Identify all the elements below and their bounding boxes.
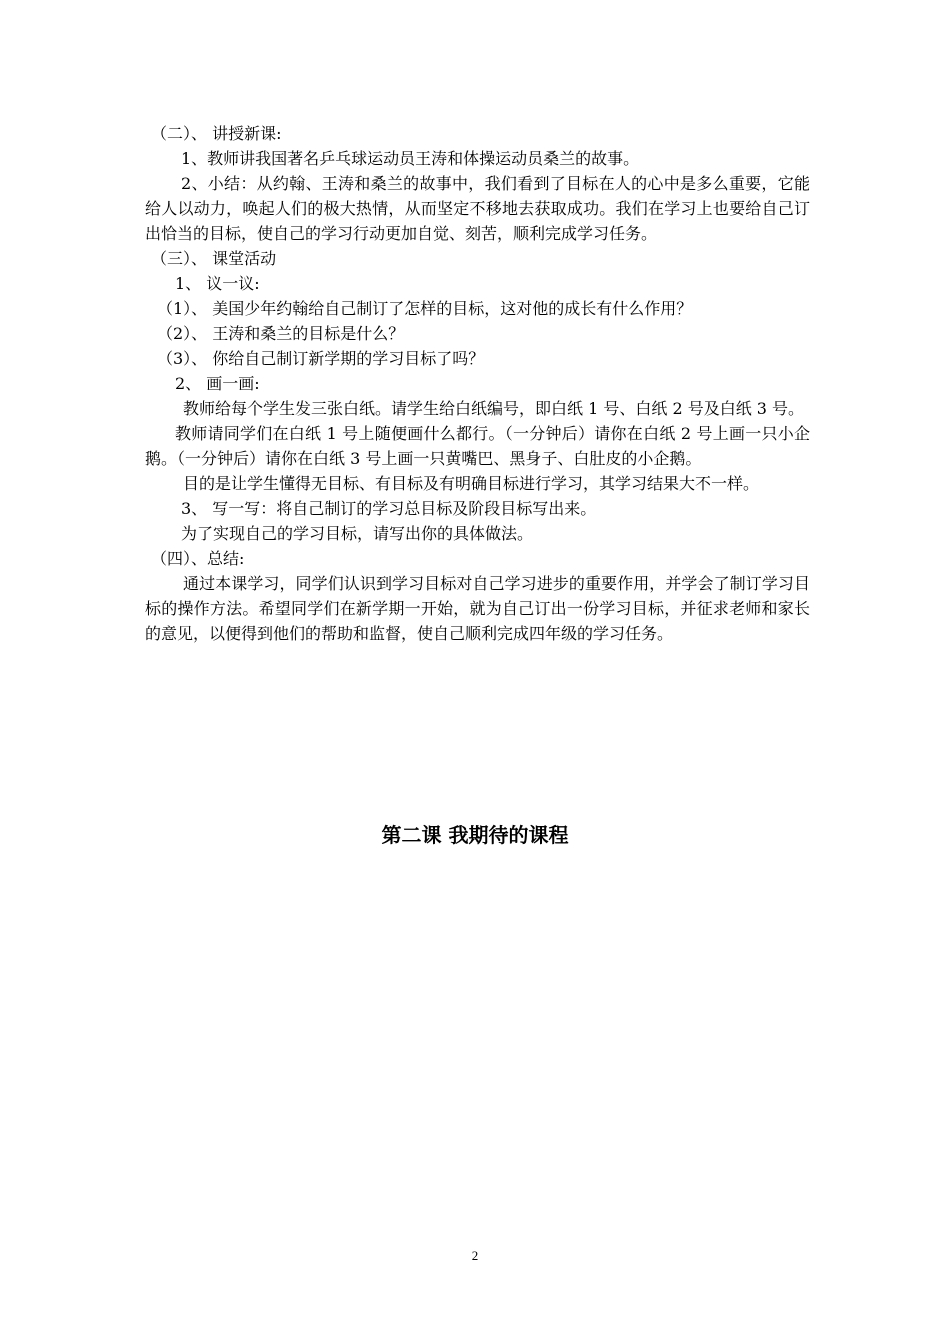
discuss-question-2: （2）、 王涛和桑兰的目标是什么？ [157, 324, 405, 343]
section-heading-teach-new-lesson: （二）、 讲授新课: [151, 124, 282, 143]
draw-paragraph-2: 教师请同学们在白纸 1 号上随便画什么都行。（一分钟后）请你在白纸 2 号上画一只小企鹅。（一分钟后）请你在白纸 3 号上画一只黄嘴巴、黑身子、白肚皮的小企鹅。 [145, 424, 810, 468]
document-body [145, 121, 810, 646]
activity-discuss-heading: 1、 议一议: [175, 274, 260, 293]
summary-paragraph: 通过本课学习，同学们认识到学习目标对自己学习进步的重要作用，并学会了制订学习目标的操作方法。希望同学们在新学期一开始，就为自己订出一份学习目标，并征求老师和家长的意见，以便得到他们的帮助和监督，使自己顺利完成四年级的学习任务。 [145, 574, 810, 643]
draw-paragraph-1: 教师给每个学生发三张白纸。请学生给白纸编号，即白纸 1 号、白纸 2 号及白纸 3 号。 [183, 399, 805, 418]
activity-write-heading: 3、 写一写：将自己制订的学习总目标及阶段目标写出来。 [181, 499, 597, 518]
page-number: 2 [471, 1248, 479, 1263]
activity-draw-heading: 2、 画一画: [175, 374, 260, 393]
discuss-question-1: （1）、 美国少年约翰给自己制订了怎样的目标，这对他的成长有什么作用？ [157, 299, 693, 318]
discuss-question-3: （3）、 你给自己制订新学期的学习目标了吗？ [157, 349, 485, 368]
write-paragraph: 为了实现自己的学习目标，请写出你的具体做法。 [181, 524, 534, 543]
section-heading-class-activity: （三）、 课堂活动 [151, 249, 277, 268]
lesson-title: 第二课 我期待的课程 [381, 823, 569, 847]
teach-item-summary: 2、小结：从约翰、王涛和桑兰的故事中，我们看到了目标在人的心中是多么重要，它能给人以动力，唤起人们的极大热情，从而坚定不移地去获取成功。我们在学习上也要给自己订出恰当的目标，使自己的学习行动更加自觉、刻苦，顺利完成学习任务。 [145, 174, 810, 243]
teach-item-story: 1、教师讲我国著名乒乓球运动员王涛和体操运动员桑兰的故事。 [181, 149, 640, 168]
section-heading-summary: （四）、总结: [151, 549, 245, 568]
draw-paragraph-3: 目的是让学生懂得无目标、有目标及有明确目标进行学习，其学习结果大不一样。 [183, 474, 760, 493]
